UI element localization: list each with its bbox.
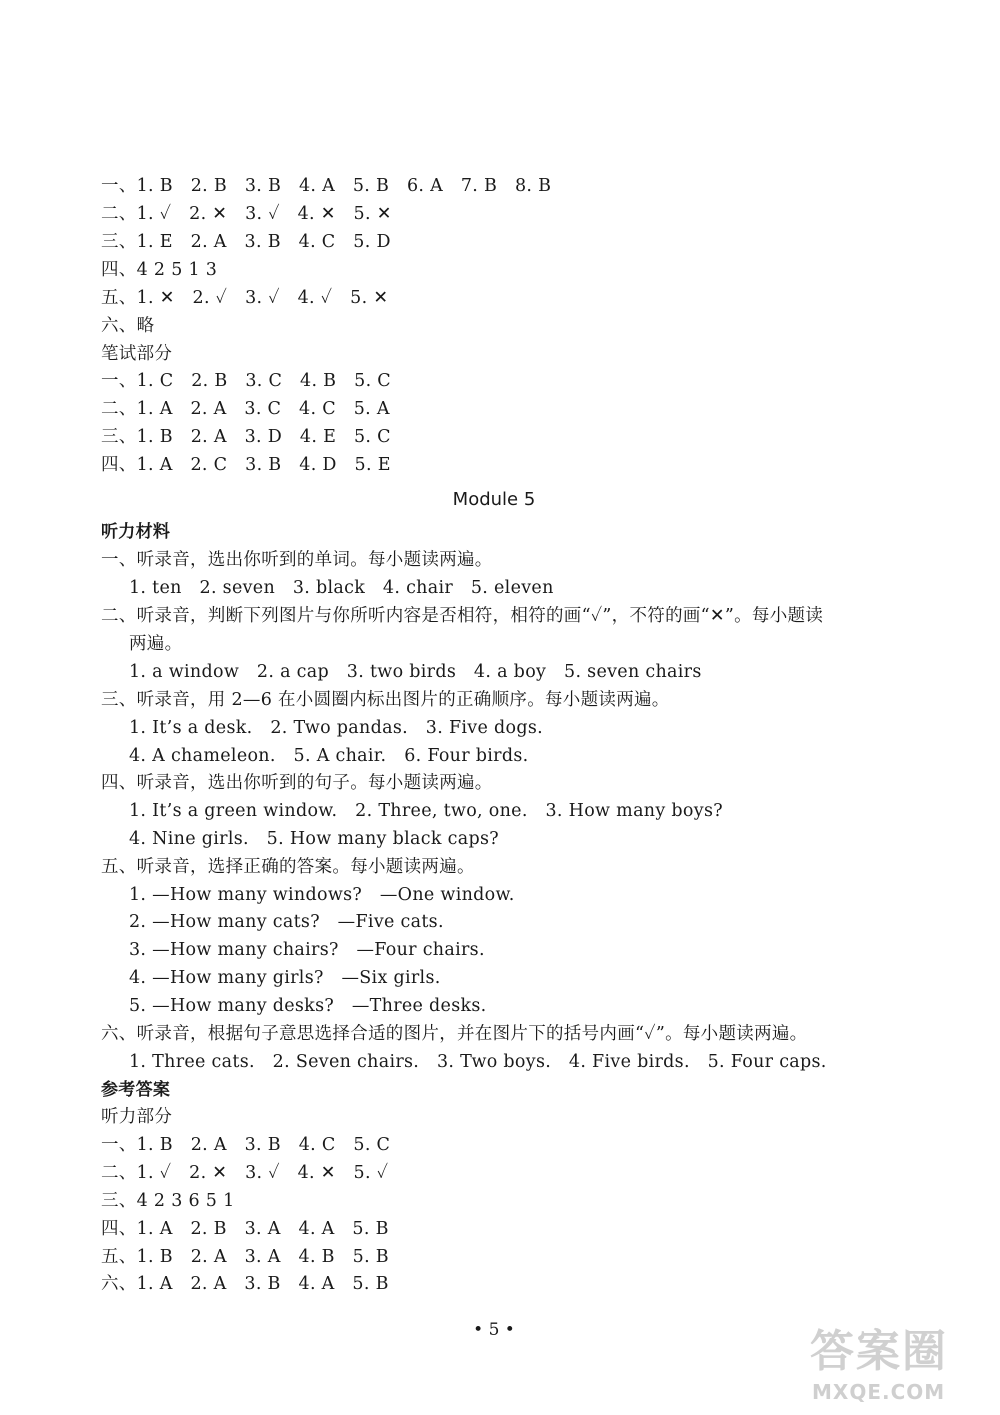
- question-items: 1. It’s a green window. 2. Three, two, one. 3. How many boys?: [129, 801, 723, 821]
- dialogue-line: 2. —How many cats? —Five cats.: [129, 912, 444, 932]
- question-instruction: 六、听录音，根据句子意思选择合适的图片，并在图片下的括号内画“✓”。每小题读两遍。: [101, 1024, 808, 1044]
- answer-line: 一、1. B 2. A 3. B 4. C 5. C: [101, 1135, 391, 1155]
- answer-line: 六、略: [101, 316, 155, 336]
- question-items: 1. a window 2. a cap 3. two birds 4. a boy 5. seven chairs: [129, 662, 702, 682]
- answer-line: 五、1. B 2. A 3. A 4. B 5. B: [101, 1247, 389, 1267]
- answer-line: 一、1. C 2. B 3. C 4. B 5. C: [101, 371, 391, 391]
- dialogue-line: 3. —How many chairs? —Four chairs.: [129, 940, 485, 960]
- answer-line: 五、1. ✕ 2. ✓ 3. ✓ 4. ✓ 5. ✕: [101, 288, 389, 308]
- answer-line: 三、4 2 3 6 5 1: [101, 1191, 235, 1211]
- answer-line: 三、1. B 2. A 3. D 4. E 5. C: [101, 427, 391, 447]
- listening-part-label: 听力部分: [101, 1107, 173, 1127]
- answer-line: 四、1. A 2. C 3. B 4. D 5. E: [101, 455, 391, 475]
- answers-heading: 参考答案: [101, 1080, 171, 1100]
- page-number: • 5 •: [473, 1320, 515, 1340]
- answer-line: 四、1. A 2. B 3. A 4. A 5. B: [101, 1219, 389, 1239]
- question-instruction: 二、听录音，判断下列图片与你所听内容是否相符，相符的画“✓”，不符的画“✕”。每小题读: [101, 606, 824, 626]
- written-section-label: 笔试部分: [101, 344, 173, 364]
- answer-line: 四、4 2 5 1 3: [101, 260, 218, 280]
- answer-line: 二、1. ✓ 2. ✕ 3. ✓ 4. ✕ 5. ✕: [101, 204, 392, 224]
- module-title: Module 5: [452, 489, 536, 510]
- dialogue-line: 4. —How many girls? —Six girls.: [129, 968, 441, 988]
- dialogue-line: 1. —How many windows? —One window.: [129, 885, 515, 905]
- answer-line: 二、1. ✓ 2. ✕ 3. ✓ 4. ✕ 5. ✓: [101, 1163, 389, 1183]
- question-items: 4. Nine girls. 5. How many black caps?: [129, 829, 499, 849]
- answer-line: 二、1. A 2. A 3. C 4. C 5. A: [101, 399, 390, 419]
- question-instruction: 一、听录音，选出你听到的单词。每小题读两遍。: [101, 550, 493, 570]
- dialogue-line: 5. —How many desks? —Three desks.: [129, 996, 487, 1016]
- question-instruction: 四、听录音，选出你听到的句子。每小题读两遍。: [101, 773, 493, 793]
- watermark-logo: 答案圈: [810, 1326, 948, 1377]
- listening-material-heading: 听力材料: [101, 522, 171, 542]
- question-instruction-cont: 两遍。: [129, 634, 183, 654]
- question-items: 4. A chameleon. 5. A chair. 6. Four birds.: [129, 746, 529, 766]
- answer-line: 六、1. A 2. A 3. B 4. A 5. B: [101, 1274, 389, 1294]
- question-items: 1. It’s a desk. 2. Two pandas. 3. Five dogs.: [129, 718, 543, 738]
- question-instruction: 五、听录音，选择正确的答案。每小题读两遍。: [101, 857, 475, 877]
- question-instruction: 三、听录音，用 2—6 在小圆圈内标出图片的正确顺序。每小题读两遍。: [101, 690, 670, 710]
- question-items: 1. Three cats. 2. Seven chairs. 3. Two boys. 4. Five birds. 5. Four caps.: [129, 1052, 827, 1072]
- answer-line: 一、1. B 2. B 3. B 4. A 5. B 6. A 7. B 8. B: [101, 176, 552, 196]
- watermark-url: MXQE.COM: [812, 1380, 946, 1404]
- answer-line: 三、1. E 2. A 3. B 4. C 5. D: [101, 232, 391, 252]
- question-items: 1. ten 2. seven 3. black 4. chair 5. eleven: [129, 578, 554, 598]
